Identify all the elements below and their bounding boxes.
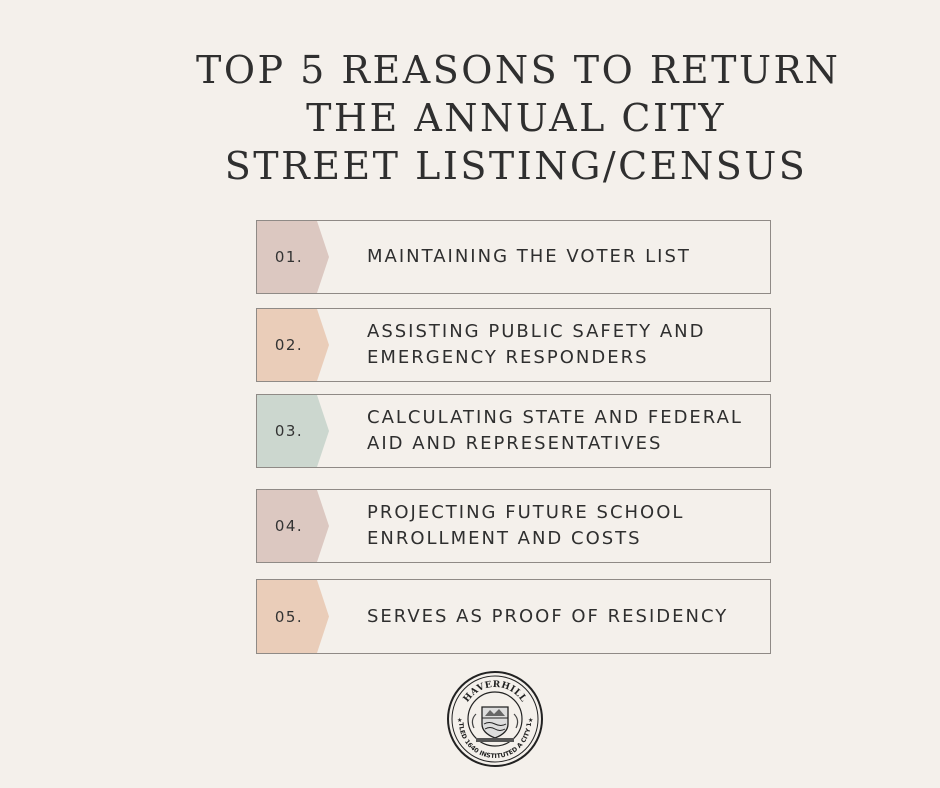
reason-label: CALCULATING STATE AND FEDERAL AID AND REPRESENTATIVES (367, 407, 743, 454)
title-line-2: THE ANNUAL CITY (306, 96, 726, 140)
reason-label: PROJECTING FUTURE SCHOOL ENROLLMENT AND COSTS (367, 502, 685, 549)
city-seal-logo (446, 670, 544, 768)
reason-item-5 (256, 579, 771, 654)
seal-icon (446, 670, 544, 768)
svg-text:★: ★ (457, 717, 463, 724)
reason-number: 03. (274, 422, 304, 440)
reason-label: MAINTAINING THE VOTER LIST (367, 246, 691, 267)
reason-label: ASSISTING PUBLIC SAFETY AND EMERGENCY RESPONDERS (367, 321, 706, 368)
reason-item-3 (256, 394, 771, 468)
reason-item-1 (256, 220, 771, 294)
seal-bottom-text: TLED 1640 INSTITUTED A CITY 1 (456, 722, 534, 761)
reason-number: 02. (274, 336, 304, 354)
reason-number: 01. (274, 248, 304, 266)
svg-text:★: ★ (528, 717, 534, 724)
reason-item-4 (256, 489, 771, 563)
reason-item-2 (256, 308, 771, 382)
reason-number: 05. (274, 607, 304, 626)
page-title (196, 46, 841, 190)
title-line-1: TOP 5 REASONS TO RETURN (196, 48, 841, 92)
title-line-3: STREET LISTING/CENSUS (224, 144, 808, 188)
seal-top-text: HAVERHILL (461, 679, 529, 705)
reason-label: SERVES AS PROOF OF RESIDENCY (367, 605, 729, 627)
reason-number: 04. (274, 517, 304, 535)
